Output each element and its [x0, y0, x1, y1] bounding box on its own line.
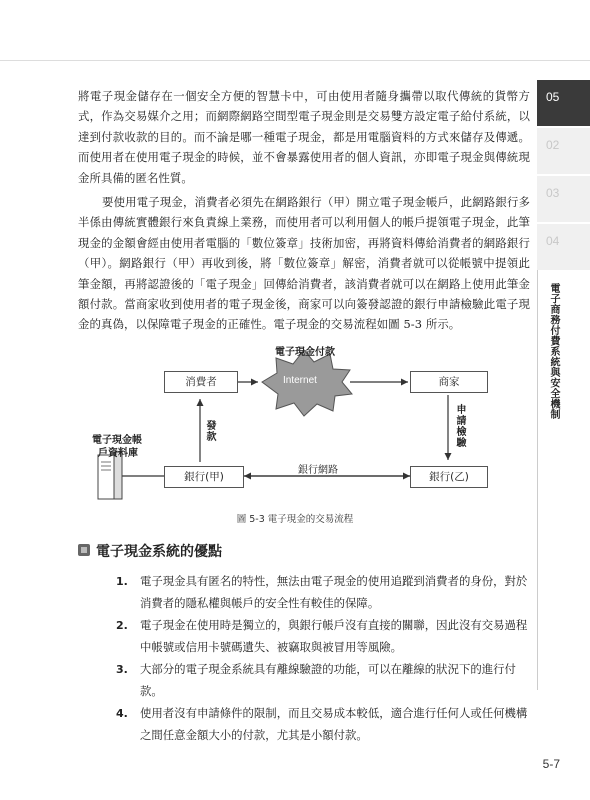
item-number: 4. — [116, 707, 128, 720]
bank-network-label: 銀行網路 — [298, 465, 338, 476]
item-number: 1. — [116, 575, 128, 588]
item-text: 使用者沒有申請條件的限制，而且交易成本較低，適合進行任何人或任何機構之間任意金額大小的付款，尤其是小額付款。 — [140, 706, 528, 742]
db-label-line2: 戶資料庫 — [98, 448, 138, 459]
tab-label: 03 — [546, 186, 560, 200]
database-server-icon — [98, 452, 122, 499]
list-item — [116, 571, 528, 614]
apply-verify-label: 申請檢驗 — [454, 404, 465, 448]
section-title: 電子現金系統的優點 — [96, 544, 222, 560]
bank-b-box: 銀行(乙) — [410, 466, 488, 488]
db-label-line1: 電子現金帳 — [92, 435, 142, 446]
item-number: 2. — [116, 619, 128, 632]
consumer-box: 消費者 — [164, 371, 238, 393]
paragraph-2: 要使用電子現金，消費者必須先在網路銀行（甲）開立電子現金帳戶，此網路銀行多半係由傳統實體銀行來負責線上業務，而使用者可以利用個人的帳戶提領電子現金，此筆現金的金額會經由使用者電腦的「數位簽章」技術加密，再將資料傳給消費者的網路銀行（甲）。網路銀行（甲）再收到後，將「數位簽章」解密，消費者就可以從帳號中提領此筆金額，再將認證後的「電子現金」回傳給消費者，該消費者就可以在網路上使用此筆金額付款。當商家收到使用者的電子現金後，商家可以向簽發認證的銀行申請檢驗此電子現金的真偽，以保障電子現金的正確性。電子現金的交易流程如圖 5-3 所示。 — [78, 195, 530, 332]
section-bullet-icon — [78, 544, 90, 556]
list-item — [116, 659, 528, 702]
paragraph-1: 將電子現金儲存在一個安全方便的智慧卡中，可由使用者隨身攜帶以取代傳統的貨幣方式，作為交易媒介之用；而網際網路空間型電子現金則是交易雙方設定電子給付系統，以達到付款收款的目的。而不論是哪一種電子現金，都是用電腦資料的方式來儲存及傳遞。而使用者在使用電子現金的時候，並不會暴露使用者的個人資訊，亦即電子現金與傳統現金所具備的匿名性質。 — [78, 89, 530, 185]
item-text: 電子現金具有匿名的特性，無法由電子現金的使用追蹤到消費者的身份，對於消費者的隱私權與帳戶的安全性有較佳的保障。 — [140, 574, 528, 610]
tab-label: 04 — [546, 234, 560, 248]
chapter-title-vertical: 電子商務付費系統與安全機制 — [548, 283, 559, 420]
issue-label: 發款 — [204, 420, 215, 442]
figure-caption: 圖 5-3 電子現金的交易流程 — [236, 514, 354, 525]
item-number: 3. — [116, 663, 128, 676]
payment-label: 電子現金付款 — [275, 347, 335, 358]
internet-label: Internet — [283, 375, 317, 386]
merchant-box: 商家 — [410, 371, 488, 393]
bank-a-box: 銀行(甲) — [164, 466, 244, 488]
item-text: 電子現金在使用時是獨立的，與銀行帳戶沒有直接的關聯，因此沒有交易過程中帳號或信用卡號碼遺失、被竊取與被冒用等風險。 — [140, 618, 528, 654]
item-text: 大部分的電子現金系統具有離線驗證的功能，可以在離線的狀況下的進行付款。 — [140, 662, 516, 698]
list-item — [116, 615, 528, 658]
list-item — [116, 703, 528, 746]
tab-label: 02 — [546, 138, 560, 152]
tab-label: 05 — [546, 90, 560, 104]
page-number: 5-7 — [542, 757, 560, 771]
